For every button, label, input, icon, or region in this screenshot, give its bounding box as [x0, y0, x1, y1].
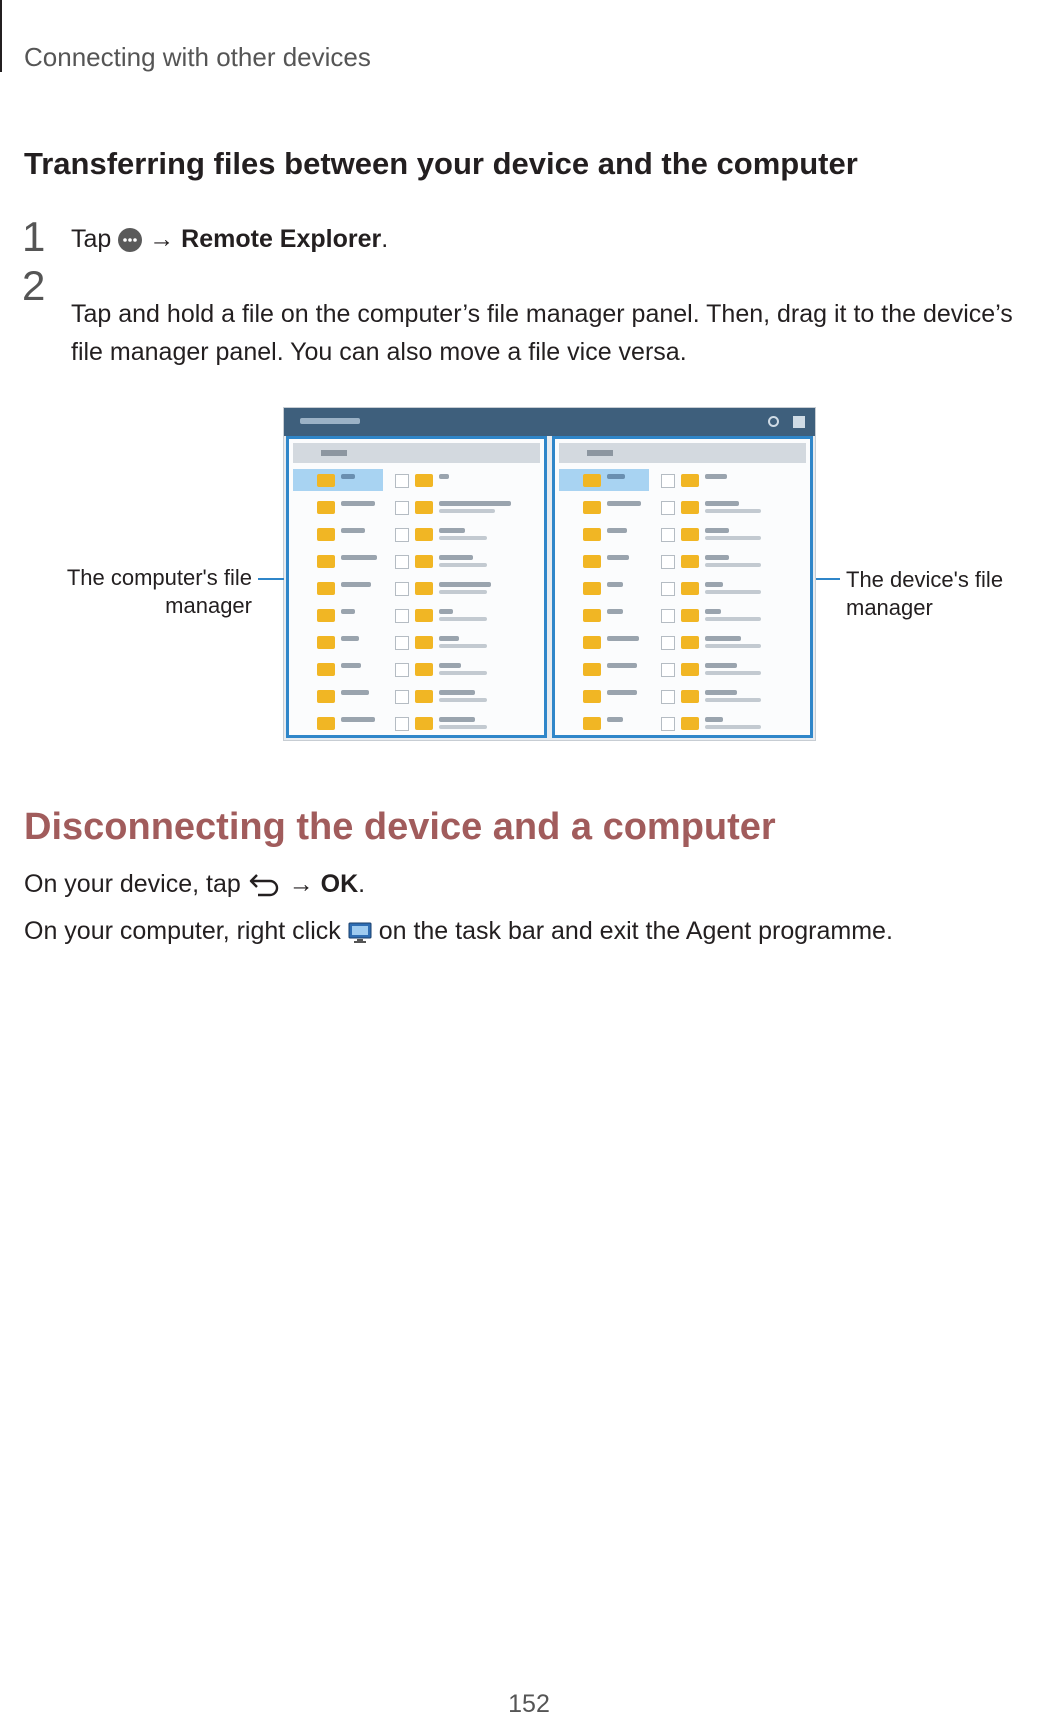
disconnect-device-instruction	[24, 870, 365, 904]
section-heading-disconnect: Disconnecting the device and a computer	[24, 806, 776, 848]
file-list	[657, 469, 806, 731]
arrow-glyph: →	[149, 225, 175, 253]
page-edge-rule	[0, 0, 2, 72]
ok-target: OK	[320, 870, 359, 898]
line2-prefix: On your computer, right click	[24, 917, 341, 945]
folder-tree	[293, 469, 383, 731]
remote-explorer-screenshot	[283, 407, 816, 741]
arrow-glyph: →	[288, 870, 314, 898]
step-number-1: 1	[22, 213, 46, 260]
step-1-suffix: .	[381, 225, 389, 253]
agent-tray-icon	[348, 922, 372, 951]
line1-prefix: On your device, tap	[24, 870, 241, 898]
callout-computer-file-manager: The computer's file manager	[66, 565, 252, 618]
step-number-2: 2	[22, 262, 46, 309]
line2-suffix: on the task bar and exit the Agent programme.	[378, 917, 893, 945]
section-heading-transfer: Transferring files between your device and the computer	[24, 146, 858, 181]
callout-line-device	[816, 578, 840, 580]
running-header: Connecting with other devices	[24, 42, 371, 72]
disconnect-computer-instruction	[24, 917, 893, 951]
callout-device-file-manager: The device's file manager	[846, 567, 1004, 620]
page-number: 152	[508, 1690, 550, 1718]
computer-file-manager-panel	[286, 436, 547, 738]
step-1-text	[71, 220, 1056, 263]
panel-header	[559, 443, 806, 463]
step-2-text: Tap and hold a file on the computer’s file manager panel. Then, drag it to the device’s file manager panel. You can also move a file vice versa.	[71, 300, 1013, 366]
callout-line-computer	[258, 578, 284, 580]
file-list	[391, 469, 540, 731]
panel-header	[293, 443, 540, 463]
line1-suffix: .	[358, 870, 366, 898]
menu-target-remote-explorer: Remote Explorer	[181, 225, 382, 253]
step-1-prefix: Tap	[71, 225, 112, 253]
more-options-icon	[118, 225, 142, 263]
folder-tree	[559, 469, 649, 731]
device-file-manager-panel	[552, 436, 813, 738]
back-icon	[248, 871, 282, 904]
figure-title-bar	[284, 408, 815, 436]
